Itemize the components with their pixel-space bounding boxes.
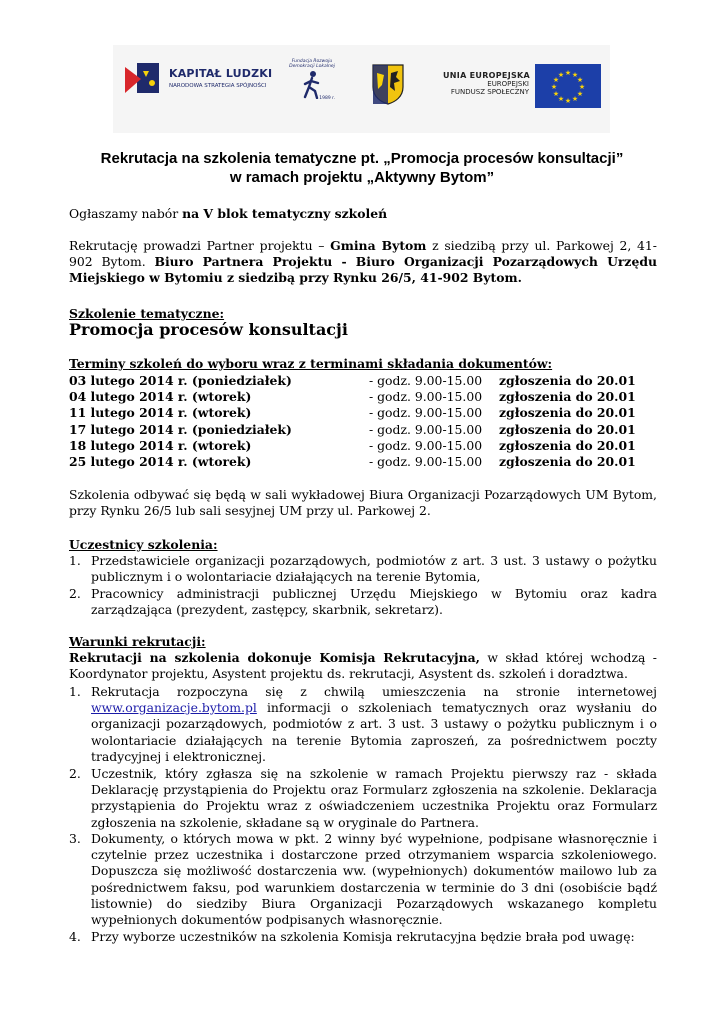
svg-text:★: ★: [552, 76, 560, 84]
training-label: Szkolenie tematyczne:: [69, 306, 225, 321]
schedule-row: 17 lutego 2014 r. (poniedziałek) - godz. 9.00-15.00 zgłoszenia do 20.01: [69, 422, 636, 437]
svg-text:★: ★: [571, 95, 579, 103]
svg-text:★: ★: [557, 71, 565, 79]
kapital-ludzki-title: KAPITAŁ LUDZKI: [169, 67, 273, 80]
participants-label: Uczestnicy szkolenia:: [69, 537, 218, 552]
svg-text:★: ★: [564, 97, 572, 105]
fundacja-name: Fundacja Rozwoju Demokracji Lokalnej: [289, 59, 335, 69]
list-item: 1. Rekrutacja rozpoczyna się z chwilą umieszczenia na stronie internetowej www.organizacje.bytom.pl informacji o szkoleniach tematycznych oraz wysłaniu do organizacji pozarządowych, podmiotów z art. 3 ust. 3 ustawy o pożytku publicznym i o wolontariacie działających na terenie Bytomia zaproszeń, za pośrednictwem poczty tradycyjnej i elektronicznej.: [69, 684, 657, 764]
fundacja-year: 1989 r.: [319, 96, 335, 101]
recruitment-paragraph: Rekrutację prowadzi Partner projektu – Gmina Bytom z siedzibą przy ul. Parkowej 2, 41-902 Bytom. Biuro Partnera Projektu - Biuro Organizacji Pozarządowych Urzędu Miejskiego w Bytomiu z siedzibą przy Rynku 26/5, 41-902 Bytom.: [69, 238, 658, 286]
conditions-label: Warunki rekrutacji:: [69, 634, 206, 649]
organizacje-link[interactable]: www.organizacje.bytom.pl: [91, 700, 257, 716]
svg-text:★: ★: [557, 95, 565, 103]
svg-text:★: ★: [576, 76, 584, 84]
list-item: 2. Pracownicy administracji publicznej Urzędu Miejskiego w Bytomiu oraz kadra zarządzająca (prezydent, zastępcy, skarbnik, sekretarz).: [69, 586, 657, 618]
schedule-row: 11 lutego 2014 r. (wtorek) - godz. 9.00-15.00 zgłoszenia do 20.01: [69, 405, 636, 420]
list-item: 2. Uczestnik, który zgłasza się na szkolenie w ramach Projektu pierwszy raz - składa Deklarację przystąpienia do Projektu oraz Formularz zgłoszenia na szkolenie. Deklaracja przystąpienia do Projektu wraz z oświadczeniem uczestnika Projektu oraz Formularz zgłoszenia na szkolenie, składane są w oryginale do Partnera.: [69, 766, 657, 830]
schedule-row: 04 lutego 2014 r. (wtorek) - godz. 9.00-15.00 zgłoszenia do 20.01: [69, 389, 636, 404]
schedule-header: Terminy szkoleń do wyboru wraz z terminami składania dokumentów:: [69, 356, 553, 371]
kapital-ludzki-emblem-icon: [123, 59, 163, 99]
list-item: 4. Przy wyborze uczestników na szkolenia Komisja rekrutacyjna będzie brała pod uwagę:: [69, 929, 635, 944]
bytom-crest-icon: [371, 63, 405, 105]
kapital-ludzki-subtitle: NARODOWA STRATEGIA SPÓJNOŚCI: [169, 83, 267, 89]
svg-text:★: ★: [550, 83, 558, 91]
list-item: 1. Przedstawiciele organizacji pozarządowych, podmiotów z art. 3 ust. 3 ustawy o pożytku publicznym i o wolontariacie działających na terenie Bytomia,: [69, 553, 657, 585]
schedule-row: 18 lutego 2014 r. (wtorek) - godz. 9.00-15.00 zgłoszenia do 20.01: [69, 438, 636, 453]
running-figure-icon: [303, 71, 321, 99]
intro-line: Ogłaszamy nabór na V blok tematyczny szkoleń: [69, 206, 388, 221]
list-item: 3. Dokumenty, o których mowa w pkt. 2 winny być wypełnione, podpisane własnoręcznie i czytelnie przez uczestnika i dostarczone przed otrzymaniem wsparcia szkoleniowego. Dopuszcza się możliwość dostarczenia ww. (wypełnionych) dokumentów mailowo lub za pośrednictwem faksu, pod warunkiem dostarczenia w terminie do 3 dni (osobiście bądź listownie) do siedziby Biura Organizacji Pozarządowych wskazanego kompletu wypełnionych dokumentów podpisanych własnoręcznie.: [69, 831, 657, 928]
eu-text: [443, 71, 529, 96]
page-title-line2: w ramach projektu „Aktywny Bytom”: [229, 169, 495, 186]
conditions-intro: Rekrutacji na szkolenia dokonuje Komisja Rekrutacyjna, w skład której wchodzą - Koordynator projektu, Asystent projektu ds. rekrutacji, Asystent ds. szkoleń i doradztwa.: [69, 650, 657, 682]
fundacja-logo: [289, 59, 335, 105]
training-name: Promocja procesów konsultacji: [69, 320, 348, 339]
eu-line1: UNIA EUROPEJSKA: [443, 71, 531, 80]
svg-text:★: ★: [578, 83, 586, 91]
eu-line2: EUROPEJSKI: [487, 80, 529, 88]
schedule-row: 25 lutego 2014 r. (wtorek) - godz. 9.00-15.00 zgłoszenia do 20.01: [69, 454, 636, 469]
venue-paragraph: Szkolenia odbywać się będą w sali wykładowej Biura Organizacji Pozarządowych UM Bytom, przy Rynku 26/5 lub sali sesyjnej UM przy ul. Parkowej 2.: [69, 487, 657, 519]
kapital-ludzki-logo: [123, 59, 273, 99]
svg-text:★: ★: [564, 69, 572, 77]
page-title-line1: Rekrutacja na szkolenia tematyczne pt. „Promocja procesów konsultacji”: [100, 150, 624, 167]
eu-line3: FUNDUSZ SPOŁECZNY: [450, 88, 529, 96]
schedule-row: 03 lutego 2014 r. (poniedziałek) - godz. 9.00-15.00 zgłoszenia do 20.01: [69, 373, 636, 388]
svg-text:★: ★: [552, 90, 560, 98]
eu-flag-icon: [535, 64, 601, 108]
svg-text:★: ★: [571, 71, 579, 79]
logo-bar: [113, 45, 610, 133]
svg-text:★: ★: [576, 90, 584, 98]
